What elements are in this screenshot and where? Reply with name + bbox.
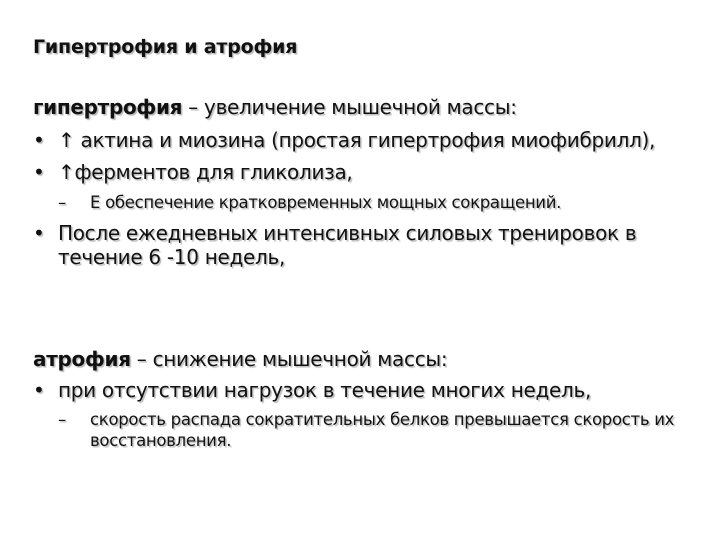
atrophy-definition: – снижение мышечной массы:: [130, 347, 448, 371]
bullet-text: ↑ферментов для гликолиза,: [58, 160, 353, 184]
atrophy-heading: [33, 346, 698, 372]
hypertrophy-section: [33, 94, 698, 269]
bullet-marker: •: [33, 221, 45, 245]
bullet-text: ↑ актина и миозина (простая гипертрофия миофибрилл),: [58, 128, 656, 152]
bullet-marker: •: [33, 378, 45, 402]
slide-title: Гипертрофия и атрофия: [33, 36, 298, 58]
bullet-text: при отсутствии нагрузок в течение многих недель,: [58, 378, 592, 402]
bullet-marker: •: [33, 128, 45, 152]
bullet-glycolysis-enzymes: [33, 160, 698, 184]
sub-bullet-protein-breakdown: [33, 409, 698, 451]
atrophy-section: [33, 346, 698, 451]
bullet-text: После ежедневных интенсивных силовых тренировок в течение 6 -10 недель,: [58, 221, 637, 269]
sub-bullet-text: скорость распада сократительных белков превышается скорость их восстановления.: [90, 410, 675, 450]
bullet-marker: •: [33, 160, 45, 184]
sub-bullet-text: E обеспечение кратковременных мощных сокращений.: [90, 193, 562, 212]
dash-marker: –: [58, 193, 66, 212]
bullet-no-load: [33, 378, 698, 402]
hypertrophy-heading: [33, 94, 698, 120]
bullet-strength-training: [33, 221, 698, 269]
hypertrophy-term: гипертрофия: [33, 95, 183, 119]
atrophy-term: атрофия: [33, 347, 131, 371]
hypertrophy-definition: – увеличение мышечной массы:: [182, 95, 517, 119]
dash-marker: –: [58, 410, 66, 429]
sub-bullet-short-contractions: [33, 192, 698, 213]
bullet-actin-myosin: [33, 128, 698, 152]
